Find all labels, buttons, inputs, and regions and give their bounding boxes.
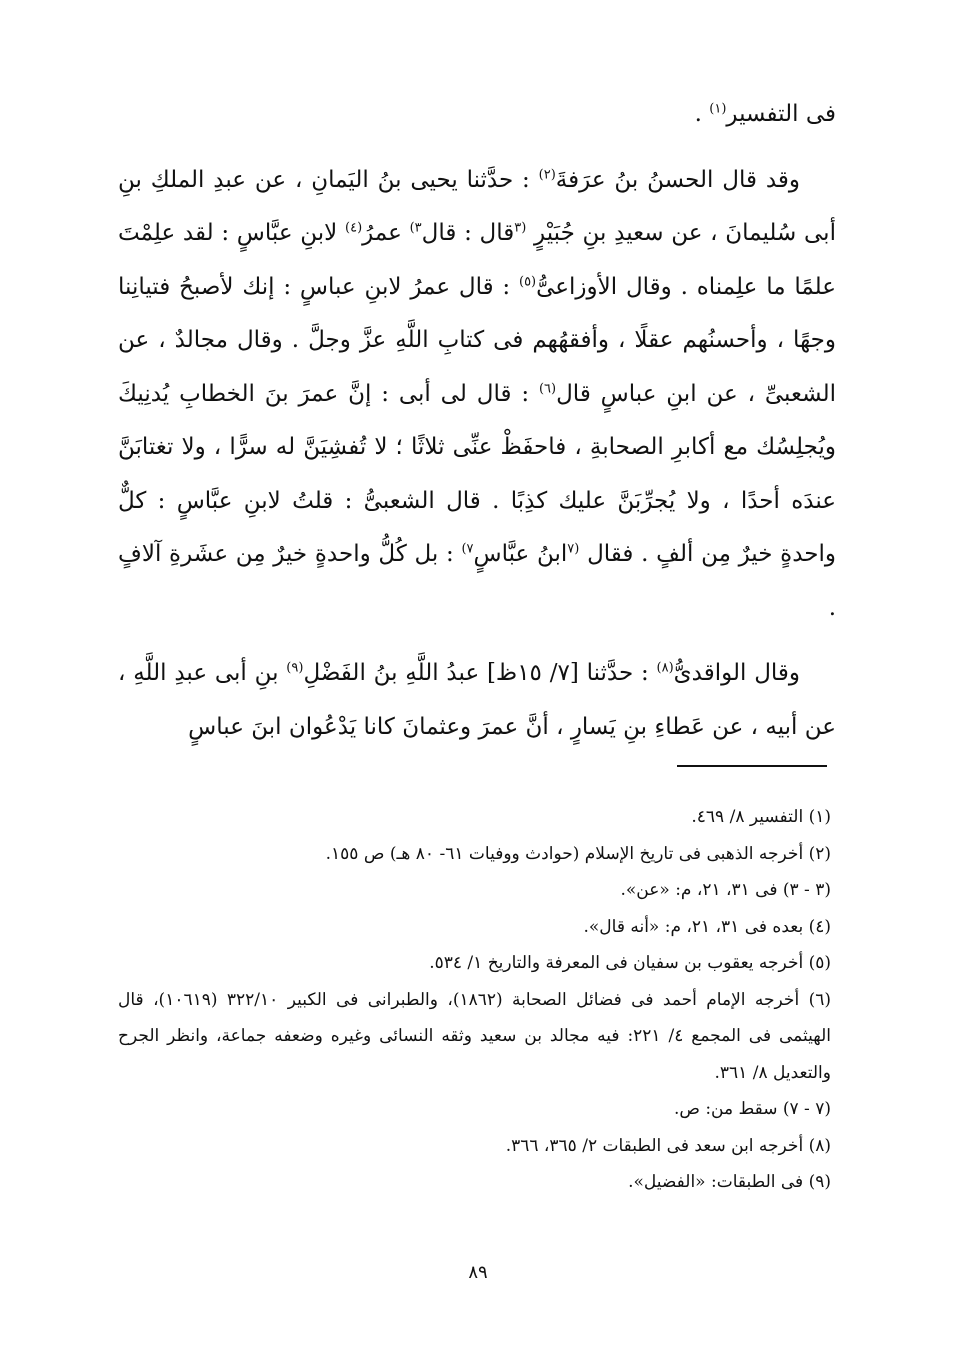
text-run: بنِ أبى عبدِ اللَّهِ ، عن أبيه ، عن عَطاءِ بنِ يَسارٍ ، أنَّ عمرَ وعثمانَ كانا يَدْعُوان ابنَ عباسٍ (118, 660, 836, 740)
footnote-1: (١) التفسير ٨/ ٤٦٩. (691, 807, 831, 827)
main-text (118, 88, 836, 754)
text-run: : حدَّثنا يحيى بنُ اليَمانِ ، عن عبدِ الملكِ بنِ أبى سُليمانَ ، عن سعيدِ بنِ جُبَيْرٍ (118, 166, 836, 246)
footnotes (118, 799, 831, 1201)
footnote-reference: (٩) (286, 660, 304, 676)
footnote-divider (677, 765, 827, 767)
footnote-5: (٥) أخرجه يعقوب بن سفيان فى المعرفة والتاريخ ١/ ٥٣٤. (429, 953, 831, 973)
text-run: : قال عمرُ لابنِ عباسٍ : إنك لأصبحُ فتيانِنا وجهًا ، وأحسنُهم عقلًا ، وأفقهُهم فى كتابِ اللَّهِ عزَّ وجلَّ . وقال مجالدٌ ، عن الشعبىِّ ، عن ابنِ عباسٍ قال (118, 273, 836, 407)
footnote-reference: (٨) (656, 660, 674, 676)
footnote-reference: (٣ (514, 220, 527, 236)
paragraph-1 (118, 88, 836, 142)
text-run: : بل كُلُّ واحدةٍ خيرٌ مِن عشَرةِ آلافٍ . (118, 541, 836, 621)
footnote-reference: (٦) (538, 380, 557, 396)
footnote-3: (٣ - ٣) فى ٣١، ٢١، م: «عن». (620, 880, 831, 900)
text-run: : حدَّثنا [٧/ ١٥ظ] عبدُ اللَّهِ بنُ الفَضْلِ (303, 660, 657, 686)
footnote-8: (٨) أخرجه ابن سعد فى الطبقات ٢/ ٣٦٥، ٣٦٦. (505, 1135, 831, 1156)
text-run: لابنِ عبَّاسٍ : لقد علِمْتَ علمًا ما علِمناه . وقال الأوزاعىُّ (118, 220, 836, 300)
footnote-2: (٢) أخرجه الذهبى فى تاريخ الإسلام (حوادث ووفيات ٦١- ٨٠ هـ) ص ١٥٥. (325, 843, 831, 864)
footnote-reference: ٣) (409, 220, 422, 236)
text-run: فى التفسير (726, 101, 836, 127)
footnote-reference: (٧ (567, 541, 580, 557)
footnote-reference: (٢) (538, 166, 556, 182)
footnote-7: (٧ - ٧) سقط من: ص. (673, 1099, 831, 1119)
footnote-reference: (٤) (345, 220, 363, 236)
footnote-9: (٩) فى الطبقات: «الفضيل». (628, 1172, 831, 1192)
footnote-reference: (٥) (518, 273, 537, 289)
footnote-reference: (١) (709, 101, 727, 117)
footnote-4: (٤) بعده فى ٣١، ٢١، م: «أنه قال». (583, 916, 831, 937)
text-run: قال : قال (421, 220, 515, 246)
paragraph-2 (118, 154, 836, 636)
footnote-6: (٦) أخرجه الإمام أحمد فى فضائل الصحابة (١٨٦٢)، والطبرانى فى الكبير ٣٢٢/١٠ (١٠٦١٩)، قال الهيثمى فى المجمع ٤/ ٢٢١: فيه مجالد بن سعيد وثقه النسائى وغيره وضعفه جماعة، وانظر الجرح والتعديل ٨/ ٣٦١. (118, 989, 831, 1083)
text-run: وقد قال الحسنُ بنُ عرَفةَ (555, 166, 800, 193)
paragraph-3 (118, 647, 836, 754)
text-run: ابنُ عبَّاسٍ (473, 541, 568, 567)
page-number: ٨٩ (468, 1262, 488, 1283)
footnote-reference: ٧) (461, 541, 474, 557)
text-run: وقال الواقدىُّ (673, 660, 801, 686)
text-run: عمرُ (362, 220, 410, 246)
text-run: : قال لى أبى : إنَّ عمرَ بنَ الخطابِ يُدنِيكَ ويُجلِسُك مع أكابرِ الصحابةِ ، فاحفَظْ عنِّى ثلاثًا ؛ لا تُفشِيَنَّ له سرًّا ، ولا تغتابَنَّ عندَه أحدًا ، ولا يُجرِّبَنَّ عليك كذِبًا . قال الشعبىُّ : قلتُ لابنِ عبَّاسٍ : كلٌّ واحدةٍ خيرٌ مِن ألفٍ . فقال (118, 380, 836, 567)
text-run: . (694, 101, 710, 127)
